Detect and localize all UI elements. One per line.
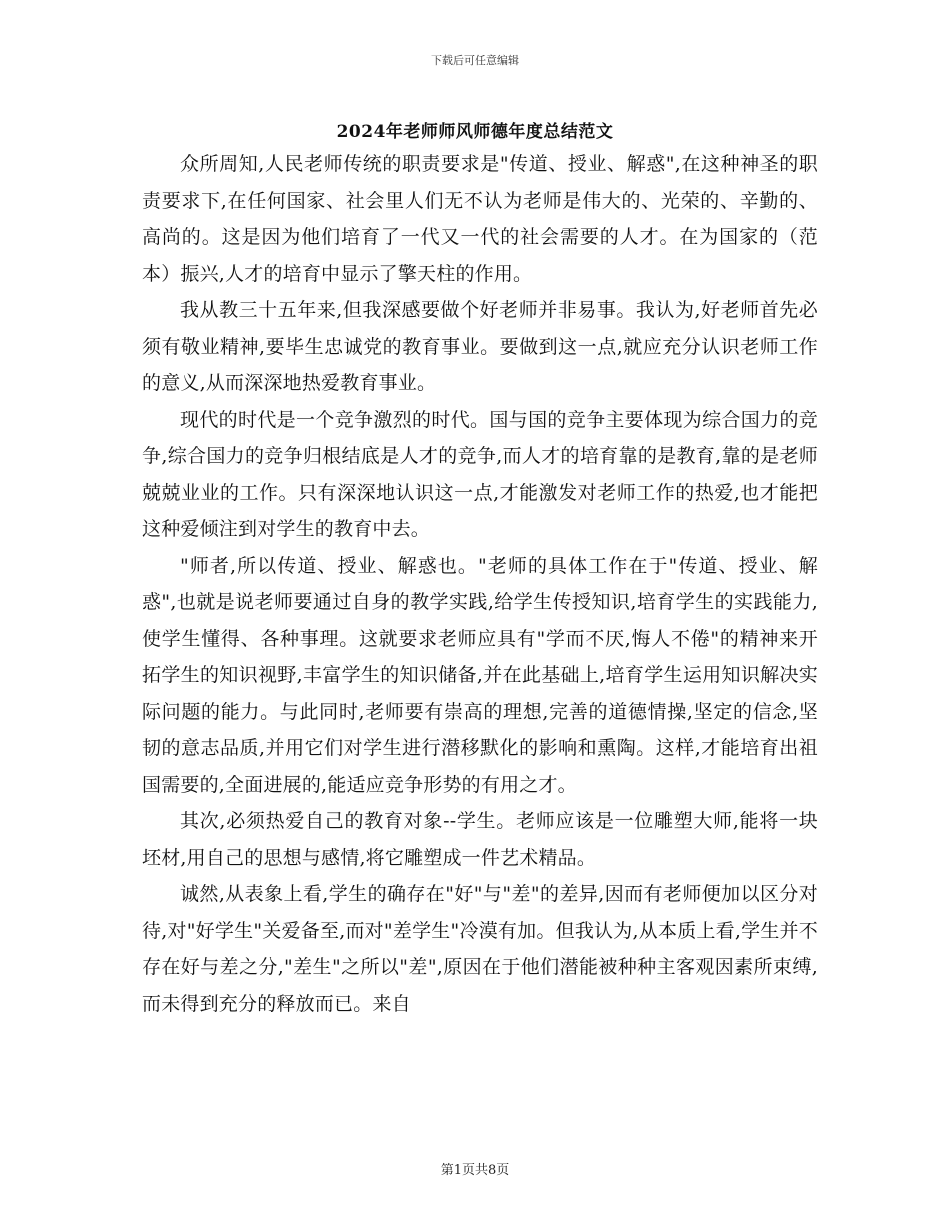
paragraph-1: 众所周知,人民老师传统的职责要求是"传道、授业、解惑",在这种神圣的职责要求下,在任何国家、社会里人们无不认为老师是伟大的、光荣的、辛勤的、高尚的。这是因为他们培育了一代又一代的社会需要的人才。在为国家的（范本）振兴,人才的培育中显示了擎天柱的作用。: [142, 153, 818, 285]
paragraph-3: 现代的时代是一个竞争激烈的时代。国与国的竞争主要体现为综合国力的竞争,综合国力的竞争归根结底是人才的竞争,而人才的培育靠的是教育,靠的是老师兢兢业业的工作。只有深深地认识这一点,才能激发对老师工作的热爱,也才能把这种爱倾注到对学生的教育中去。: [142, 408, 818, 540]
document-body: [142, 146, 818, 1022]
document-title: 2024年老师师风师德年度总结范文: [336, 122, 614, 142]
paragraph-5: 其次,必须热爱自己的教育对象--学生。老师应该是一位雕塑大师,能将一块坯材,用自己的思想与感情,将它雕塑成一件艺术精品。: [142, 810, 818, 869]
paragraph-4: "师者,所以传道、授业、解惑也。"老师的具体工作在于"传道、授业、解惑",也就是说老师要通过自身的教学实践,给学生传授知识,培育学生的实践能力,使学生懂得、各种事理。这就要求老师应具有"学而不厌,悔人不倦"的精神来开拓学生的知识视野,丰富学生的知识储备,并在此基础上,培育学生运用知识解决实际问题的能力。与此同时,老师要有崇高的理想,完善的道德情操,坚定的信念,坚韧的意志品质,并用它们对学生进行潜移默化的影响和熏陶。这样,才能培育出祖国需要的,全面进展的,能适应竞争形势的有用之才。: [142, 554, 818, 796]
paragraph-6: 诚然,从表象上看,学生的确存在"好"与"差"的差异,因而有老师便加以区分对待,对"好学生"关爱备至,而对"差学生"冷漠有加。但我认为,从本质上看,学生并不存在好与差之分,"差生"之所以"差",原因在于他们潜能被种种主客观因素所束缚,而未得到充分的释放而已。来自: [142, 883, 818, 1015]
paragraph-2: 我从教三十五年来,但我深感要做个好老师并非易事。我认为,好老师首先必须有敬业精神,要毕生忠诚党的教育事业。要做到这一点,就应充分认识老师工作的意义,从而深深地热爱教育事业。: [142, 299, 818, 394]
page-number-footer: 第1页共8页: [440, 1163, 510, 1178]
page-header-note: 下载后可任意编辑: [431, 54, 519, 67]
